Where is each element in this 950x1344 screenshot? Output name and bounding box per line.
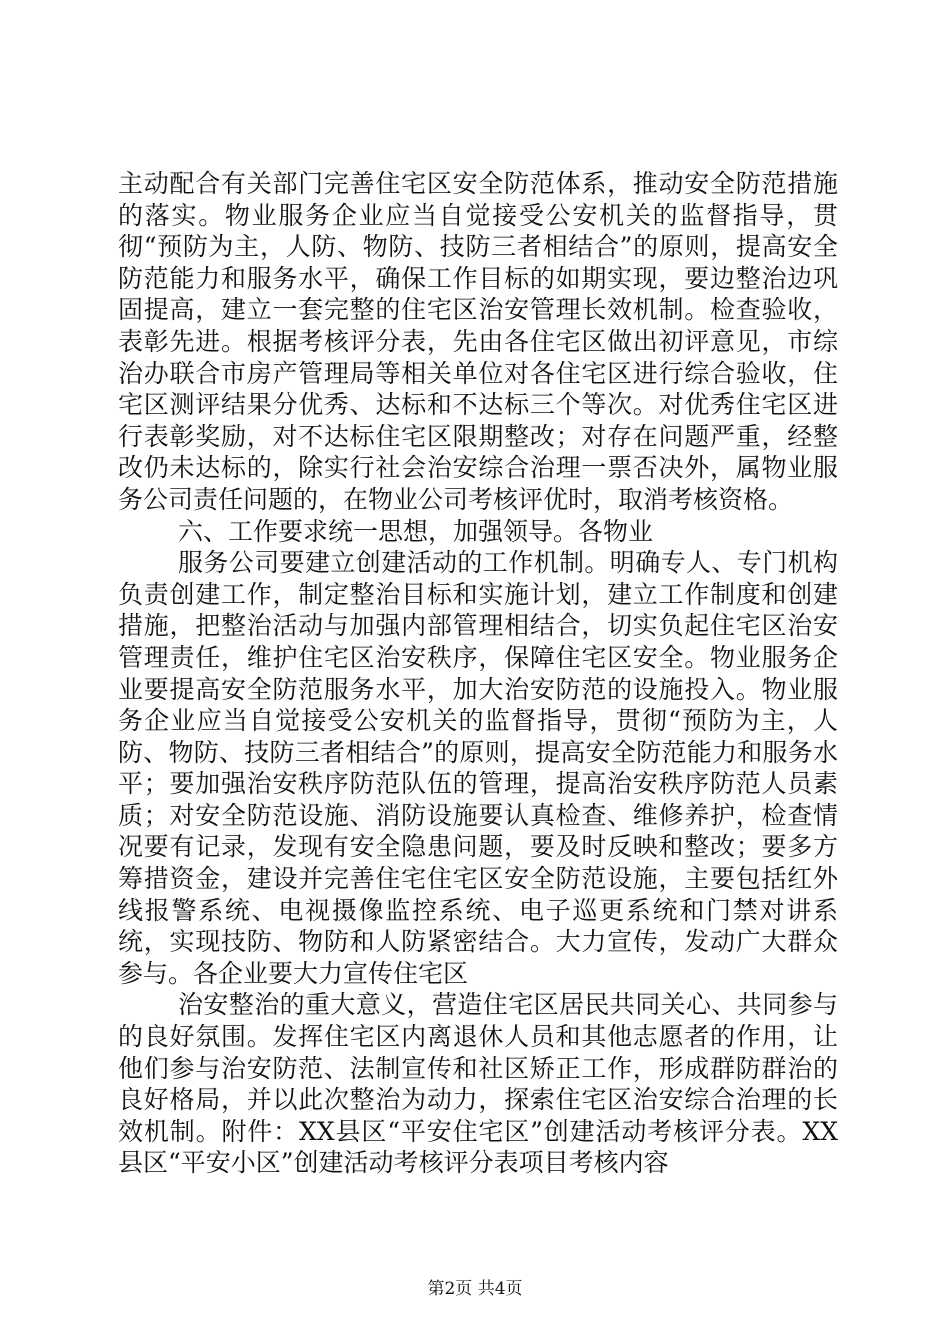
paragraph-1: 主动配合有关部门完善住宅区安全防范体系，推动安全防范措施的落实。物业服务企业应当自觉接受公安机关的监督指导，贯彻“预防为主，人防、物防、技防三者相结合”的原则，提高安全防范能力和服务水平，确保工作目标的如期实现，要边整治边巩固提高，建立一套完整的住宅区治安管理长效机制。检查验收，表彰先进。根据考核评分表，先由各住宅区做出初评意见，市综治办联合市房产管理局等相关单位对各住宅区进行综合验收，住宅区测评结果分优秀、达标和不达标三个等次。对优秀住宅区进行表彰奖励，对不达标住宅区限期整改；对存在问题严重，经整改仍未达标的，除实行社会治安综合治理一票否决外，属物业服务公司责任问题的，在物业公司考核评优时，取消考核资格。 (118, 169, 838, 514)
paragraph-4: 治安整治的重大意义，营造住宅区居民共同关心、共同参与的良好氛围。发挥住宅区内离退休人员和其他志愿者的作用，让他们参与治安防范、法制宣传和社区矫正工作，形成群防群治的良好格局，并以此次整治为动力，探索住宅区治安综合治理的长效机制。附件：XX县区“平安住宅区”创建活动考核评分表。XX县区“平安小区”创建活动考核评分表项目考核内容 (118, 990, 838, 1178)
paragraph-3: 服务公司要建立创建活动的工作机制。明确专人、专门机构负责创建工作，制定整治目标和实施计划，建立工作制度和创建措施，把整治活动与加强内部管理相结合，切实负起住宅区治安管理责任，维护住宅区治安秩序，保障住宅区安全。物业服务企业要提高安全防范服务水平，加大治安防范的设施投入。物业服务企业应当自觉接受公安机关的监督指导，贯彻“预防为主，人防、物防、技防三者相结合”的原则，提高安全防范能力和服务水平；要加强治安秩序防范队伍的管理，提高治安秩序防范人员素质；对安全防范设施、消防设施要认真检查、维修养护，检查情况要有记录，发现有安全隐患问题，要及时反映和整改；要多方筹措资金，建设并完善住宅住宅区安全防范设施，主要包括红外线报警系统、电视摄像监控系统、电子巡更系统和门禁对讲系统，实现技防、物防和人防紧密结合。大力宣传，发动广大群众参与。各企业要大力宣传住宅区 (118, 548, 838, 988)
page-number-label: 第2页 共4页 (427, 1279, 523, 1299)
page-footer (0, 1278, 950, 1300)
document-body (118, 168, 838, 1179)
paragraph-2: 六、工作要求统一思想，加强领导。各物业 (178, 516, 654, 546)
